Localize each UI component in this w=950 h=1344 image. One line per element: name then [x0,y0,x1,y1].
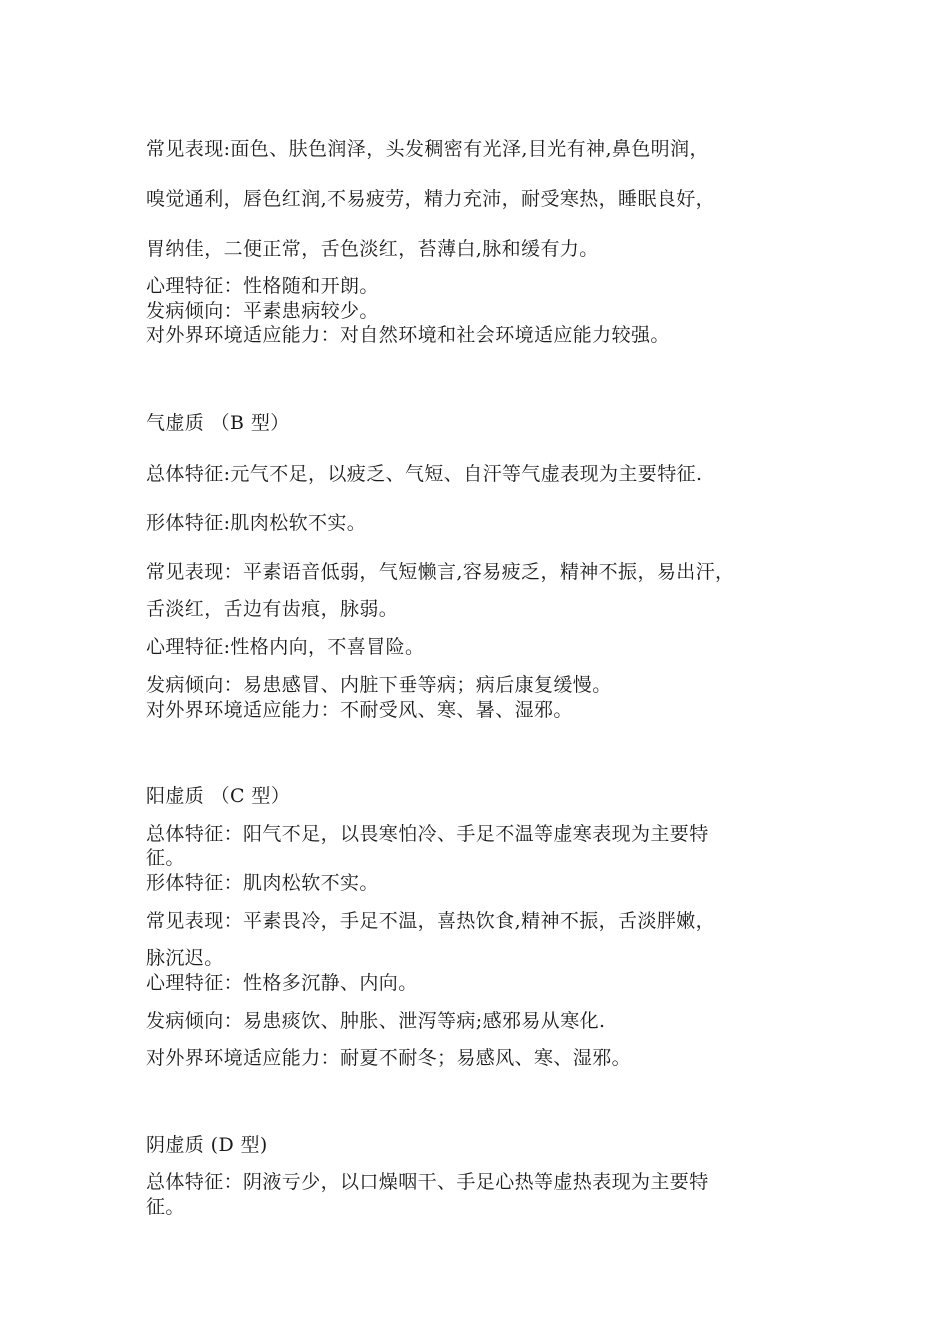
section-d-overall-line-1: 总体特征：阴液亏少，以口燥咽干、手足心热等虚热表现为主要特 [146,1171,709,1193]
section-d-overall-line-2: 征。 [146,1196,185,1218]
section-a-psych: 心理特征：性格随和开朗。 [146,275,379,297]
section-b-title: 气虚质 （B 型） [146,412,290,434]
section-a-adapt: 对外界环境适应能力：对自然环境和社会环境适应能力较强。 [146,324,670,346]
section-a-common-line-2: 嗅觉通利，唇色红润,不易疲劳，精力充沛，耐受寒热，睡眠良好， [146,188,716,210]
section-a-disease: 发病倾向：平素患病较少。 [146,300,379,322]
section-b-psych: 心理特征:性格内向，不喜冒险。 [146,636,425,658]
section-b-disease: 发病倾向：易患感冒、内脏下垂等病；病后康复缓慢。 [146,674,612,696]
section-c-common-line-2: 脉沉迟。 [146,947,224,969]
section-c-overall-line-2: 征。 [146,847,185,869]
section-b-body: 形体特征:肌肉松软不实。 [146,512,367,534]
section-c-common-line-1: 常见表现：平素畏冷，手足不温，喜热饮食,精神不振，舌淡胖嫩， [146,910,716,932]
section-d-title: 阴虚质 (D 型) [146,1134,268,1156]
section-a-common-line-1: 常见表现:面色、肤色润泽，头发稠密有光泽,目光有神,鼻色明润， [146,138,709,160]
section-b-overall: 总体特征:元气不足，以疲乏、气短、自汗等气虚表现为主要特征. [146,463,703,485]
section-c-disease: 发病倾向：易患痰饮、肿胀、泄泻等病;感邪易从寒化. [146,1010,606,1032]
section-c-psych: 心理特征：性格多沉静、内向。 [146,972,418,994]
section-c-adapt: 对外界环境适应能力：耐夏不耐冬；易感风、寒、湿邪。 [146,1047,632,1069]
section-c-overall-line-1: 总体特征：阳气不足，以畏寒怕冷、手足不温等虚寒表现为主要特 [146,823,709,845]
section-b-common-line-2: 舌淡红，舌边有齿痕，脉弱。 [146,598,399,620]
section-b-common-line-1: 常见表现：平素语音低弱，气短懒言,容易疲乏，精神不振，易出汗， [146,561,735,583]
section-a-common-line-3: 胃纳佳，二便正常，舌色淡红，苔薄白,脉和缓有力。 [146,238,599,260]
section-c-body: 形体特征：肌肉松软不实。 [146,872,379,894]
section-b-adapt: 对外界环境适应能力：不耐受风、寒、暑、湿邪。 [146,699,573,721]
section-c-title: 阳虚质 （C 型） [146,785,291,807]
